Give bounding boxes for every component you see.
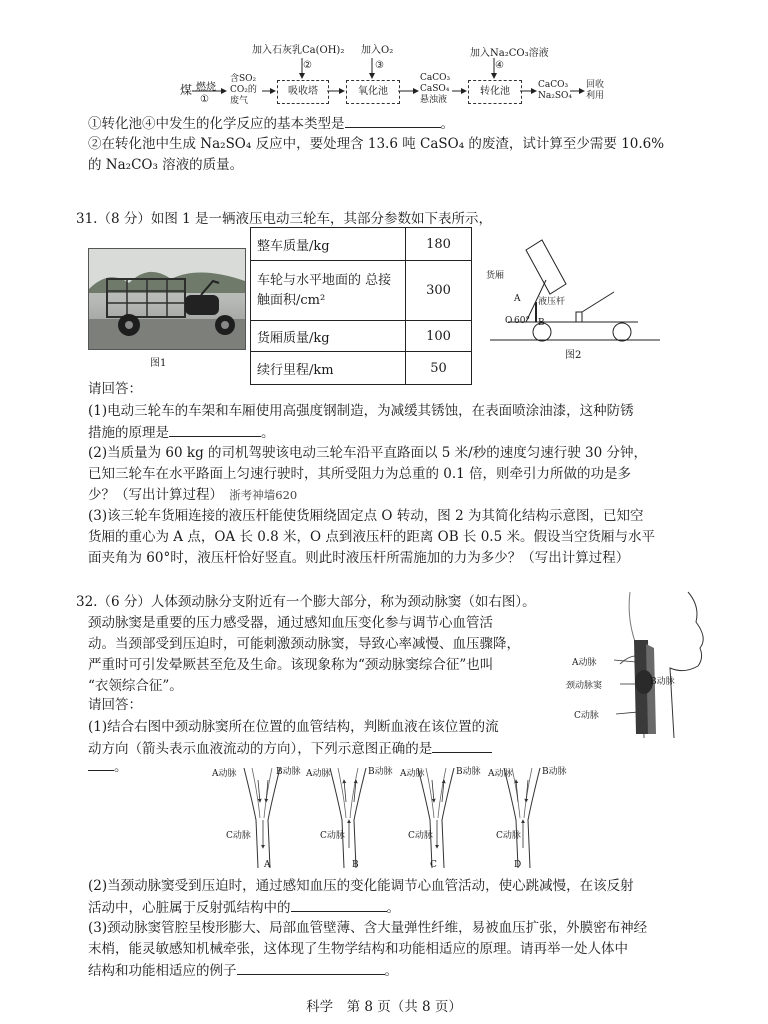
q31-part3-line1: (3)该三轮车货厢连接的液压杆能使货厢绕固定点 O 转动，图 2 为其简化结构示意图，已知空 xyxy=(88,508,644,524)
table-cell-value: 50 xyxy=(406,352,472,385)
q32-line1: 32.（6 分）人体颈动脉分支附近有一个膨大部分，称为颈动脉窦（如右图）。 xyxy=(76,594,536,610)
option-a-letter[interactable]: A xyxy=(264,860,271,870)
table-row xyxy=(251,352,472,385)
option-d-vessel[interactable] xyxy=(504,768,540,868)
table-cell-label: 续行里程/km xyxy=(251,352,406,385)
seat-post xyxy=(576,312,582,322)
cargo-box-shape xyxy=(526,240,566,294)
waste-gas-label: 含SO₂ CO₂的 废气 xyxy=(230,74,257,106)
step-3-number: ③ xyxy=(375,60,384,71)
q32-part3-end: 。 xyxy=(384,963,398,979)
recycle-label: 回收 利用 xyxy=(586,80,605,101)
option-a-vessel[interactable] xyxy=(244,768,280,868)
q31-part1-line2-text: 措施的原理是 xyxy=(88,425,169,441)
q31-part1-blank[interactable] xyxy=(169,422,261,437)
q32-part2-line2-text: 活动中，心脏属于反射弧结构中的 xyxy=(88,900,291,916)
q32-part2-line2 xyxy=(88,897,400,919)
q31-part3-line3: 面夹角为 60°时，液压杆恰好竖直。则此时液压杆所需施加的力为多少？（写出计算过程） xyxy=(88,550,630,566)
q31-part1-end: 。 xyxy=(261,425,275,441)
q31-part2-line1: (2)当质量为 60 kg 的司机驾驶该电动三轮车沿平直路面以 5 米/秒的速度匀速行驶 30 分钟， xyxy=(88,445,647,461)
handle-line xyxy=(582,292,614,312)
q31-part1-line2 xyxy=(88,422,275,444)
q32-part1-blank-a[interactable] xyxy=(432,738,492,753)
figure1-caption: 图1 xyxy=(150,358,167,369)
q31-part2-line3 xyxy=(88,485,297,506)
pointer-c xyxy=(616,712,638,714)
sodium-carbonate-label: 加入Na₂CO₃溶液 xyxy=(470,48,549,59)
option-d-label-b: B动脉 xyxy=(542,767,567,777)
neck-label-a: A动脉 xyxy=(572,658,597,668)
option-d-label-a: A动脉 xyxy=(488,769,513,779)
neck-label-sinus: 颈动脉窦 xyxy=(566,681,603,691)
q32-part1-line2-text: 动方向（箭头表示血液流动的方向），下列示意图正确的是 xyxy=(88,741,433,757)
oxygen-label: 加入O₂ xyxy=(361,45,394,56)
conversion-pool-box: 转化池 xyxy=(468,80,522,104)
option-b-letter[interactable]: B xyxy=(352,860,359,870)
answer-options-diagram xyxy=(212,760,572,875)
q31-part1-line1: (1)电动三轮车的车架和车厢使用高强度钢制造，为减缓其锈蚀，在表面喷涂油漆，这种防锈 xyxy=(88,403,634,419)
fig2-point-o: O xyxy=(505,316,513,326)
option-c-letter[interactable]: C xyxy=(430,860,437,870)
q30-part1 xyxy=(88,113,454,135)
q31-part3-line2: 货厢的重心为 A 点，OA 长 0.8 米，O 点到液压杆的距离 OB 长 0.5 米。假设当空货厢与水平 xyxy=(88,529,655,545)
tricycle-specs-table xyxy=(250,227,472,385)
q30-part2-line2: 的 Na₂CO₃ 溶液的质量。 xyxy=(88,157,244,173)
table-cell-label: 整车质量/kg xyxy=(251,228,406,261)
q32-line2: 颈动脉窦是重要的压力感受器，通过感知血压变化参与调节心血管活 xyxy=(88,615,493,631)
option-c-vessel[interactable] xyxy=(418,768,454,868)
fig2-rod-label: 液压杆 xyxy=(538,297,566,307)
q31-part2-line2: 已知三轮车在水平路面上匀速行驶时，其所受阻力为总重的 0.1 倍，则牵引力所做的功是多 xyxy=(88,466,632,482)
option-b-label-b: B动脉 xyxy=(368,767,393,777)
q32-line5: “衣领综合征”。 xyxy=(88,678,183,694)
oxidation-pool-box: 氧化池 xyxy=(346,80,400,104)
option-c-label-b: B动脉 xyxy=(456,767,481,777)
neck-label-b: B动脉 xyxy=(650,677,675,687)
lime-milk-label: 加入石灰乳Ca(OH)₂ xyxy=(252,45,345,56)
figure2-structure-diagram xyxy=(484,236,664,346)
table-cell-value: 180 xyxy=(406,228,472,261)
slurry-label: CaCO₃ CaSO₄ 悬浊液 xyxy=(420,73,451,105)
options-vessels xyxy=(212,760,572,875)
table-cell-label: 车轮与水平地面的 总接触面积/cm² xyxy=(251,261,406,321)
q30-arrows xyxy=(0,0,768,120)
q32-part3-line2: 末梢，能灵敏感知机械牵张，这体现了生物学结构和功能相适应的原理。请再举一处人体中 xyxy=(88,941,628,957)
tricycle-photo-illustration xyxy=(89,249,245,349)
neck-artery-illustration xyxy=(600,584,720,744)
option-a-label-b: B动脉 xyxy=(276,767,301,777)
table-row xyxy=(251,228,472,261)
q32-part3-line3-text: 结构和功能相适应的例子 xyxy=(88,963,237,979)
table-cell-value: 300 xyxy=(406,261,472,321)
q32-part1-line3 xyxy=(88,756,128,778)
q32-part2-blank[interactable] xyxy=(291,897,387,912)
fig2-point-a: A xyxy=(514,294,521,304)
option-d-label-c: C动脉 xyxy=(496,831,521,841)
q30-part1-end: 。 xyxy=(440,116,454,132)
option-a-label-a: A动脉 xyxy=(212,769,237,779)
q32-part1-line2 xyxy=(88,738,492,760)
table-cell-value: 100 xyxy=(406,321,472,352)
q31-please-answer: 请回答： xyxy=(88,381,142,397)
option-d-letter[interactable]: D xyxy=(514,860,522,870)
table-row xyxy=(251,261,472,321)
q32-part3-blank[interactable] xyxy=(237,960,385,975)
coal-label: 煤 xyxy=(180,83,193,97)
q32-part1-blank-b[interactable] xyxy=(88,756,114,771)
face-profile-outline xyxy=(670,592,703,738)
q32-part2-line1: (2)当颈动脉窦受到压迫时，通过感知血压的变化能调节心血管活动，使心跳减慢，在该反射 xyxy=(88,878,634,894)
q32-part1-line1: (1)结合右图中颈动脉窦所在位置的血管结构，判断血液在该位置的流 xyxy=(88,719,499,735)
q32-part3-line1: (3)颈动脉窦管腔呈梭形膨大、局部血管壁薄、含大量弹性纤维，易被血压扩张，外膜密布神经 xyxy=(88,920,648,936)
absorption-tower-box: 吸收塔 xyxy=(277,80,329,104)
figure2-caption: 图2 xyxy=(565,350,582,361)
q32-part1-end: 。 xyxy=(114,759,128,775)
fig2-angle-label: 60° xyxy=(514,316,530,326)
option-b-vessel[interactable] xyxy=(330,768,366,868)
q32-please-answer: 请回答： xyxy=(88,697,142,713)
q32-line3: 动。当颈部受到压迫时，可能刺激颈动脉窦，导致心率减慢、血压骤降， xyxy=(88,636,520,652)
burn-label: 燃烧 xyxy=(196,82,216,93)
q30-part1-blank[interactable] xyxy=(345,113,441,128)
figure1-tricycle-photo xyxy=(88,248,246,350)
products-label: CaCO₃ Na₂SO₄ xyxy=(538,80,573,101)
q32-part2-end: 。 xyxy=(386,900,400,916)
option-b-label-a: A动脉 xyxy=(306,769,331,779)
page-footer: 科学 第 8 页（共 8 页） xyxy=(306,999,462,1015)
q32-part3-line3 xyxy=(88,960,398,982)
q30-part2-line1: ②在转化池中生成 Na₂SO₄ 反应中，要处理含 13.6 吨 CaSO₄ 的废渣，试计算至少需要 10.6% xyxy=(88,136,665,152)
fig2-point-b: B xyxy=(538,318,545,328)
step-4-number: ④ xyxy=(495,60,504,71)
q30-part1-text: ①转化池④中发生的化学反应的基本类型是 xyxy=(88,116,345,132)
step-1-number: ① xyxy=(200,94,209,105)
q31-intro: 31.（8 分）如图 1 是一辆液压电动三轮车，其部分参数如下表所示， xyxy=(76,211,493,227)
table-row xyxy=(251,321,472,352)
q31-part2-line3-text: 少？（写出计算过程） xyxy=(88,487,223,503)
front-wheel xyxy=(613,323,631,341)
watermark-text: 浙考神墙620 xyxy=(229,488,298,502)
option-b-label-c: C动脉 xyxy=(320,831,345,841)
option-c-label-a: A动脉 xyxy=(400,769,425,779)
q32-line4: 严重时可引发晕厥甚至危及生命。该现象称为“颈动脉窦综合征”也叫 xyxy=(88,657,494,673)
option-c-label-c: C动脉 xyxy=(408,831,433,841)
step-2-number: ② xyxy=(303,60,312,71)
fig2-box-label: 货厢 xyxy=(486,271,505,281)
table-cell-label: 货厢质量/kg xyxy=(251,321,406,352)
option-a-label-c: C动脉 xyxy=(226,831,251,841)
neck-label-c: C动脉 xyxy=(574,711,599,721)
